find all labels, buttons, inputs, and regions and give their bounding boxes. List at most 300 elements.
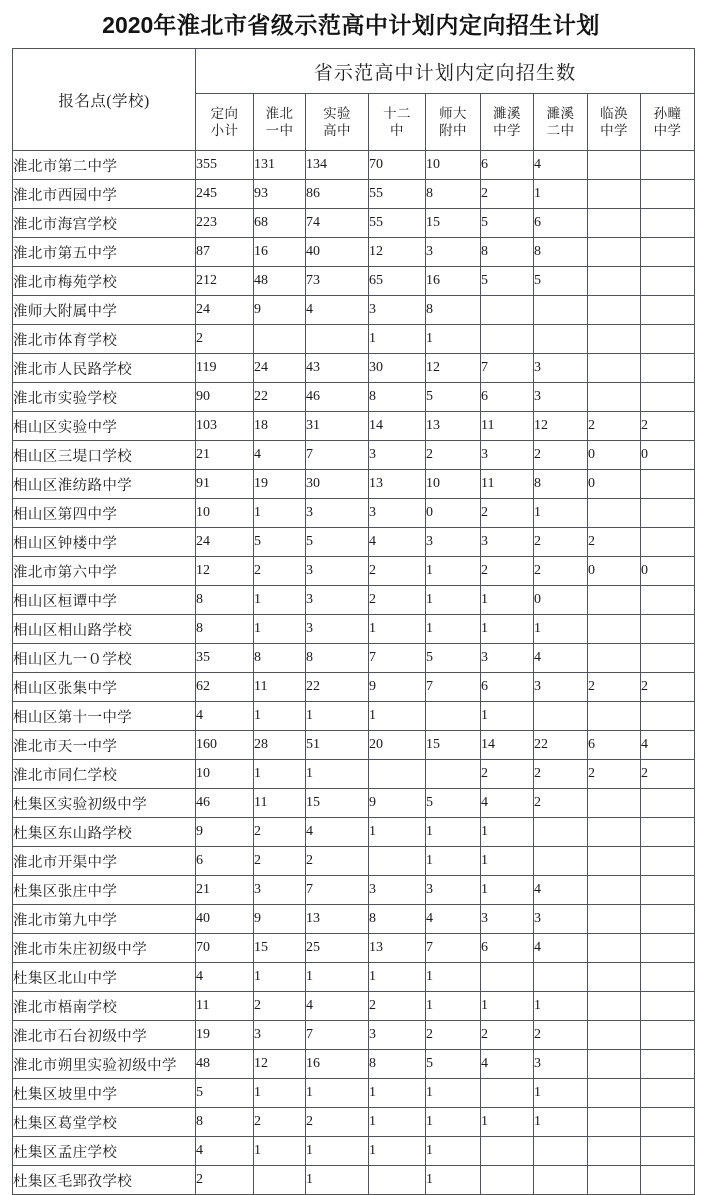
quota-cell: 2 [369, 586, 426, 615]
table-row [13, 789, 695, 818]
quota-cell [588, 992, 641, 1021]
quota-cell: 13 [369, 934, 426, 963]
column-header-5 [426, 94, 481, 151]
quota-cell: 1 [481, 702, 534, 731]
quota-cell [641, 325, 695, 354]
quota-cell: 2 [641, 412, 695, 441]
quota-cell: 3 [306, 615, 369, 644]
table-row [13, 470, 695, 499]
table-row [13, 702, 695, 731]
quota-cell [534, 1166, 588, 1195]
table-head [13, 49, 695, 151]
column-header-line1: 实验 [323, 106, 351, 121]
quota-cell: 4 [641, 731, 695, 760]
quota-cell: 5 [306, 528, 369, 557]
quota-cell [588, 847, 641, 876]
quota-cell: 8 [426, 296, 481, 325]
quota-cell: 22 [534, 731, 588, 760]
table-header-row-group [13, 49, 695, 94]
school-name-cell: 杜集区东山路学校 [13, 818, 196, 847]
quota-cell: 8 [196, 615, 254, 644]
quota-cell: 43 [306, 354, 369, 383]
quota-cell: 15 [426, 731, 481, 760]
quota-cell: 0 [534, 586, 588, 615]
quota-cell: 7 [426, 934, 481, 963]
school-name-cell: 淮师大附属中学 [13, 296, 196, 325]
column-header-line1: 淮北 [265, 106, 294, 121]
quota-cell: 65 [369, 267, 426, 296]
quota-cell: 4 [254, 441, 306, 470]
school-name-cell: 淮北市石台初级中学 [13, 1021, 196, 1050]
quota-cell [481, 296, 534, 325]
school-name-cell: 相山区钟楼中学 [13, 528, 196, 557]
quota-cell: 131 [254, 151, 306, 180]
quota-cell: 3 [254, 1021, 306, 1050]
quota-cell: 4 [534, 876, 588, 905]
school-name-cell: 相山区淮纺路中学 [13, 470, 196, 499]
quota-cell: 2 [588, 412, 641, 441]
quota-cell: 1 [534, 499, 588, 528]
quota-cell: 5 [426, 1050, 481, 1079]
table-row [13, 760, 695, 789]
quota-cell: 1 [426, 818, 481, 847]
quota-cell: 51 [306, 731, 369, 760]
quota-cell: 4 [481, 1050, 534, 1079]
quota-cell: 5 [481, 209, 534, 238]
quota-cell [641, 267, 695, 296]
quota-cell: 40 [196, 905, 254, 934]
column-header-group: 省示范高中计划内定向招生数 [196, 49, 695, 94]
school-name-cell: 淮北市人民路学校 [13, 354, 196, 383]
quota-cell: 0 [588, 441, 641, 470]
school-name-cell: 杜集区毛郢孜学校 [13, 1166, 196, 1195]
quota-cell [588, 789, 641, 818]
quota-cell [588, 1079, 641, 1108]
quota-cell: 6 [481, 151, 534, 180]
quota-cell: 18 [254, 412, 306, 441]
page-title-text: 年淮北市省级示范高中计划内定向招生计划 [153, 13, 600, 38]
quota-cell: 2 [534, 441, 588, 470]
school-name-cell: 淮北市第九中学 [13, 905, 196, 934]
quota-cell: 6 [481, 383, 534, 412]
quota-cell: 1 [481, 818, 534, 847]
table-row [13, 644, 695, 673]
page-title [0, 0, 702, 41]
column-header-line2: 中学 [493, 123, 521, 138]
school-name-cell: 淮北市实验学校 [13, 383, 196, 412]
quota-cell: 70 [196, 934, 254, 963]
quota-cell: 8 [254, 644, 306, 673]
quota-cell [641, 615, 695, 644]
quota-cell: 1 [426, 1079, 481, 1108]
quota-cell: 93 [254, 180, 306, 209]
column-header-line2: 高中 [323, 123, 351, 138]
quota-cell: 1 [254, 963, 306, 992]
quota-cell: 2 [588, 673, 641, 702]
quota-cell: 4 [426, 905, 481, 934]
quota-cell: 3 [306, 499, 369, 528]
column-header-9 [641, 94, 695, 151]
quota-cell: 11 [481, 412, 534, 441]
quota-cell: 103 [196, 412, 254, 441]
quota-cell: 48 [196, 1050, 254, 1079]
quota-cell: 7 [306, 441, 369, 470]
quota-cell: 2 [588, 528, 641, 557]
quota-cell: 223 [196, 209, 254, 238]
quota-cell [641, 992, 695, 1021]
quota-cell: 7 [306, 876, 369, 905]
quota-cell: 2 [534, 789, 588, 818]
quota-cell: 9 [196, 818, 254, 847]
quota-cell: 22 [306, 673, 369, 702]
quota-cell [534, 325, 588, 354]
quota-cell: 1 [306, 702, 369, 731]
quota-cell [588, 963, 641, 992]
quota-cell [641, 876, 695, 905]
quota-cell: 1 [254, 499, 306, 528]
quota-cell: 6 [534, 209, 588, 238]
quota-cell [369, 760, 426, 789]
table-row [13, 296, 695, 325]
quota-cell [426, 760, 481, 789]
quota-cell [641, 1137, 695, 1166]
quota-cell: 1 [254, 1137, 306, 1166]
quota-cell [588, 1137, 641, 1166]
quota-cell: 2 [369, 557, 426, 586]
quota-cell [641, 905, 695, 934]
quota-cell: 1 [481, 847, 534, 876]
quota-cell [481, 1137, 534, 1166]
quota-cell [588, 1166, 641, 1195]
quota-cell [369, 1166, 426, 1195]
quota-cell: 15 [306, 789, 369, 818]
quota-cell [588, 905, 641, 934]
quota-cell [588, 702, 641, 731]
quota-cell: 6 [481, 934, 534, 963]
quota-cell: 1 [306, 1079, 369, 1108]
quota-cell: 2 [196, 325, 254, 354]
quota-cell: 55 [369, 209, 426, 238]
column-header-1 [196, 94, 254, 151]
quota-cell: 3 [369, 499, 426, 528]
quota-cell: 3 [426, 876, 481, 905]
quota-cell [588, 151, 641, 180]
quota-cell: 1 [426, 963, 481, 992]
quota-cell: 1 [369, 702, 426, 731]
quota-cell: 1 [254, 1079, 306, 1108]
quota-cell [641, 644, 695, 673]
quota-cell: 3 [426, 238, 481, 267]
table-row [13, 441, 695, 470]
quota-cell [641, 528, 695, 557]
quota-cell: 3 [534, 673, 588, 702]
quota-cell: 3 [369, 296, 426, 325]
quota-cell [641, 1079, 695, 1108]
column-header-6 [481, 94, 534, 151]
quota-cell: 0 [588, 557, 641, 586]
quota-cell: 16 [426, 267, 481, 296]
quota-cell: 1 [426, 586, 481, 615]
quota-cell: 21 [196, 441, 254, 470]
quota-cell [254, 1166, 306, 1195]
quota-cell: 1 [369, 325, 426, 354]
school-name-cell: 杜集区坡里中学 [13, 1079, 196, 1108]
quota-cell: 1 [426, 1137, 481, 1166]
column-header-7 [534, 94, 588, 151]
quota-cell: 1 [481, 876, 534, 905]
column-header-line1: 濉溪 [546, 106, 575, 121]
quota-cell: 5 [196, 1079, 254, 1108]
quota-cell: 1 [481, 615, 534, 644]
quota-cell: 12 [369, 238, 426, 267]
table-row [13, 1137, 695, 1166]
quota-cell: 31 [306, 412, 369, 441]
table-row [13, 528, 695, 557]
quota-cell: 2 [534, 1021, 588, 1050]
quota-cell [641, 847, 695, 876]
quota-cell [588, 1108, 641, 1137]
quota-cell: 9 [369, 789, 426, 818]
quota-cell: 6 [588, 731, 641, 760]
quota-cell: 46 [196, 789, 254, 818]
quota-cell: 1 [534, 1108, 588, 1137]
table-row [13, 267, 695, 296]
quota-cell [641, 789, 695, 818]
quota-cell: 1 [306, 1137, 369, 1166]
table-row [13, 876, 695, 905]
quota-cell: 2 [306, 1108, 369, 1137]
quota-cell: 1 [481, 1108, 534, 1137]
column-header-line2: 中学 [600, 123, 628, 138]
page-title-year: 2020 [102, 12, 154, 38]
quota-cell: 4 [534, 151, 588, 180]
column-header-2 [254, 94, 306, 151]
quota-cell: 9 [369, 673, 426, 702]
quota-cell: 1 [481, 586, 534, 615]
quota-cell: 10 [426, 470, 481, 499]
quota-cell [641, 1050, 695, 1079]
quota-cell: 12 [196, 557, 254, 586]
quota-cell: 30 [369, 354, 426, 383]
school-name-cell: 淮北市海宫学校 [13, 209, 196, 238]
quota-cell: 7 [306, 1021, 369, 1050]
quota-cell [641, 238, 695, 267]
quota-cell: 355 [196, 151, 254, 180]
quota-cell: 11 [196, 992, 254, 1021]
quota-cell: 1 [369, 818, 426, 847]
quota-cell: 1 [534, 992, 588, 1021]
quota-cell: 1 [306, 1166, 369, 1195]
column-header-line2: 小计 [210, 123, 239, 138]
quota-cell: 3 [254, 876, 306, 905]
table-row [13, 557, 695, 586]
quota-cell: 2 [426, 441, 481, 470]
quota-cell: 24 [254, 354, 306, 383]
quota-cell: 2 [641, 673, 695, 702]
quota-cell: 14 [481, 731, 534, 760]
quota-cell [641, 151, 695, 180]
quota-cell: 1 [426, 557, 481, 586]
quota-cell [641, 1021, 695, 1050]
quota-cell: 1 [369, 1079, 426, 1108]
quota-cell: 16 [254, 238, 306, 267]
quota-cell: 1 [369, 615, 426, 644]
quota-cell: 3 [534, 383, 588, 412]
quota-cell: 1 [426, 1108, 481, 1137]
quota-cell: 3 [426, 528, 481, 557]
quota-cell [641, 180, 695, 209]
quota-cell: 1 [306, 760, 369, 789]
school-name-cell: 相山区相山路学校 [13, 615, 196, 644]
school-name-cell: 相山区张集中学 [13, 673, 196, 702]
quota-cell [588, 499, 641, 528]
quota-cell [588, 180, 641, 209]
quota-cell [481, 1079, 534, 1108]
quota-cell: 1 [426, 615, 481, 644]
quota-cell [641, 1108, 695, 1137]
quota-cell: 0 [426, 499, 481, 528]
quota-cell: 10 [196, 499, 254, 528]
quota-cell: 14 [369, 412, 426, 441]
table-row [13, 847, 695, 876]
quota-cell [534, 296, 588, 325]
quota-cell: 4 [196, 1137, 254, 1166]
column-header-line2: 二中 [546, 123, 575, 138]
quota-cell: 8 [369, 905, 426, 934]
school-name-cell: 杜集区孟庄学校 [13, 1137, 196, 1166]
quota-cell [306, 325, 369, 354]
quota-cell: 3 [369, 1021, 426, 1050]
quota-cell [254, 325, 306, 354]
quota-cell [588, 325, 641, 354]
school-name-cell: 杜集区葛堂学校 [13, 1108, 196, 1137]
quota-cell: 11 [254, 789, 306, 818]
quota-cell: 3 [481, 905, 534, 934]
quota-cell: 2 [534, 557, 588, 586]
quota-cell: 1 [426, 1166, 481, 1195]
quota-cell: 5 [254, 528, 306, 557]
quota-cell [641, 1166, 695, 1195]
quota-cell [588, 615, 641, 644]
quota-cell: 1 [534, 615, 588, 644]
column-header-line2: 一中 [265, 123, 294, 138]
quota-cell: 3 [534, 1050, 588, 1079]
quota-cell: 5 [426, 644, 481, 673]
school-name-cell: 淮北市西园中学 [13, 180, 196, 209]
quota-cell: 8 [426, 180, 481, 209]
quota-cell: 8 [534, 238, 588, 267]
column-header-line1: 师大 [439, 106, 467, 121]
quota-cell: 6 [481, 673, 534, 702]
table-row [13, 238, 695, 267]
quota-cell: 4 [534, 934, 588, 963]
quota-cell: 3 [534, 354, 588, 383]
school-name-cell: 淮北市同仁学校 [13, 760, 196, 789]
quota-cell: 16 [306, 1050, 369, 1079]
quota-cell [481, 325, 534, 354]
quota-cell: 3 [306, 557, 369, 586]
quota-cell: 3 [481, 441, 534, 470]
quota-cell: 70 [369, 151, 426, 180]
school-name-cell: 淮北市体育学校 [13, 325, 196, 354]
quota-cell [588, 1021, 641, 1050]
quota-cell: 8 [196, 586, 254, 615]
quota-cell [534, 818, 588, 847]
quota-cell: 3 [306, 586, 369, 615]
quota-cell: 2 [369, 992, 426, 1021]
quota-cell: 1 [426, 847, 481, 876]
quota-cell: 8 [196, 1108, 254, 1137]
quota-cell: 2 [641, 760, 695, 789]
quota-cell: 9 [254, 905, 306, 934]
table-row [13, 354, 695, 383]
quota-cell [641, 470, 695, 499]
quota-cell [588, 354, 641, 383]
quota-cell: 8 [369, 1050, 426, 1079]
school-name-cell: 淮北市第六中学 [13, 557, 196, 586]
quota-cell: 3 [481, 528, 534, 557]
quota-cell [481, 1166, 534, 1195]
quota-cell: 91 [196, 470, 254, 499]
table-row [13, 151, 695, 180]
quota-cell: 1 [369, 1137, 426, 1166]
table-row [13, 992, 695, 1021]
quota-cell: 4 [196, 702, 254, 731]
quota-cell [641, 296, 695, 325]
quota-cell: 245 [196, 180, 254, 209]
school-name-cell: 相山区第十一中学 [13, 702, 196, 731]
table-row [13, 499, 695, 528]
quota-cell: 1 [534, 180, 588, 209]
quota-cell: 48 [254, 267, 306, 296]
quota-cell: 86 [306, 180, 369, 209]
quota-cell [588, 383, 641, 412]
school-name-cell: 淮北市天一中学 [13, 731, 196, 760]
quota-cell [588, 296, 641, 325]
quota-cell: 1 [369, 963, 426, 992]
quota-cell [588, 644, 641, 673]
school-name-cell: 淮北市第五中学 [13, 238, 196, 267]
quota-cell: 20 [369, 731, 426, 760]
quota-cell: 2 [534, 760, 588, 789]
quota-cell: 13 [306, 905, 369, 934]
quota-cell [641, 818, 695, 847]
quota-cell: 28 [254, 731, 306, 760]
quota-cell: 3 [369, 441, 426, 470]
quota-cell [641, 934, 695, 963]
quota-cell: 21 [196, 876, 254, 905]
table-body [13, 151, 695, 1195]
quota-cell: 25 [306, 934, 369, 963]
quota-cell: 160 [196, 731, 254, 760]
school-name-cell: 杜集区张庄中学 [13, 876, 196, 905]
quota-cell: 0 [641, 441, 695, 470]
table-row [13, 615, 695, 644]
quota-cell: 1 [481, 992, 534, 1021]
quota-cell: 30 [306, 470, 369, 499]
quota-cell: 4 [534, 644, 588, 673]
quota-cell: 46 [306, 383, 369, 412]
quota-cell: 2 [588, 760, 641, 789]
quota-cell [588, 267, 641, 296]
column-header-line1: 十二 [383, 106, 411, 121]
quota-cell: 10 [196, 760, 254, 789]
quota-cell [641, 354, 695, 383]
quota-cell: 1 [306, 963, 369, 992]
school-name-cell: 相山区第四中学 [13, 499, 196, 528]
table-row [13, 818, 695, 847]
quota-cell: 62 [196, 673, 254, 702]
